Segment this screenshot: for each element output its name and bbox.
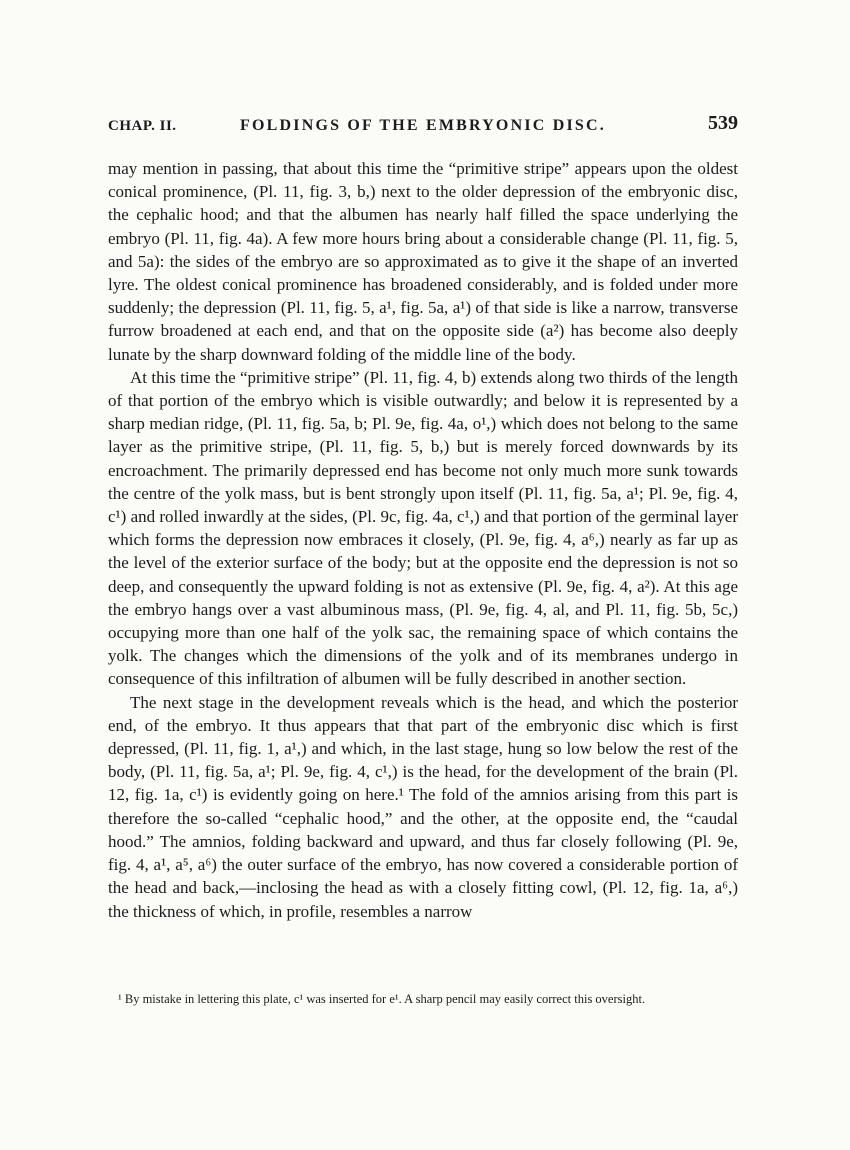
chapter-label: CHAP. II. (108, 118, 177, 134)
footnote: ¹ By mistake in lettering this plate, c¹ was inserted for e¹. A sharp pencil may easily correct this oversight. (118, 992, 646, 1006)
running-title: FOLDINGS OF THE EMBRYONIC DISC. (240, 117, 606, 134)
running-header (108, 112, 738, 142)
paragraph-continued: may mention in passing, that about this time the “primitive stripe” appears upon the oldest conical prominence, (Pl. 11, fig. 3, b,) next to the older depression of the embryonic disc, the cephalic hood; and that the albumen has nearly half filled the space underlying the embryo (Pl. 11, fig. 4a). A few more hours bring about a considerable change (Pl. 11, fig. 5, and 5a): the sides of the embryo are so approximated as to give it the shape of an inverted lyre. The oldest conical prominence has broadened considerably, and is folded under more suddenly; the depression (Pl. 11, fig. 5, a¹, fig. 5a, a¹) of that side is like a narrow, transverse furrow broadened at each end, and that on the opposite side (a²) has become also deeply lunate by the sharp downward folding of the middle line of the body. (108, 159, 738, 364)
page-number: 539 (708, 112, 738, 134)
body-text (108, 157, 738, 923)
paragraph-primitive-stripe: At this time the “primitive stripe” (Pl. 11, fig. 4, b) extends along two thirds of the length of that portion of the embryo which is visible outwardly; and below it is represented by a sharp median ridge, (Pl. 11, fig. 5a, b; Pl. 9e, fig. 4a, o¹,) which does not belong to the same layer as the primitive stripe, (Pl. 11, fig. 5, b,) but is merely forced downwards by its encroachment. The primarily depressed end has become not only much more sunk towards the centre of the yolk mass, but is bent strongly upon itself (Pl. 11, fig. 5a, a¹; Pl. 9e, fig. 4, c¹) and rolled inwardly at the sides, (Pl. 9c, fig. 4a, c¹,) and that portion of the germinal layer which forms the depression now embraces it closely, (Pl. 9e, fig. 4, a⁶,) nearly as far up as the level of the exterior surface of the body; but at the opposite end the depression is not so deep, and consequently the upward folding is not as extensive (Pl. 9e, fig. 4, a²). At this age the embryo hangs over a vast albuminous mass, (Pl. 9e, fig. 4, al, and Pl. 11, fig. 5b, 5c,) occupying more than one half of the yolk sac, the remaining space of which contains the yolk. The changes which the dimensions of the yolk and of its membranes undergo in consequence of this infiltration of albumen will be fully described in another section. (108, 367, 738, 689)
paragraph-next-stage: The next stage in the development reveals which is the head, and which the posterior end, of the embryo. It thus appears that that part of the embryonic disc which is first depressed, (Pl. 11, fig. 1, a¹,) and which, in the last stage, hung so low below the rest of the body, (Pl. 11, fig. 5a, a¹; Pl. 9e, fig. 4, c¹,) is the head, for the development of the brain (Pl. 12, fig. 1a, c¹) is evidently going on here.¹ The fold of the amnios arising from this part is therefore the so-called “cephalic hood,” and the other, at the opposite end, the “caudal hood.” The amnios, folding backward and upward, and thus far closely following (Pl. 9e, fig. 4, a¹, a⁵, a⁶) the outer surface of the embryo, has now covered a considerable portion of the head and back,—inclosing the head as with a closely fitting cowl, (Pl. 12, fig. 1a, a⁶,) the thickness of which, in profile, resembles a narrow (108, 692, 738, 921)
